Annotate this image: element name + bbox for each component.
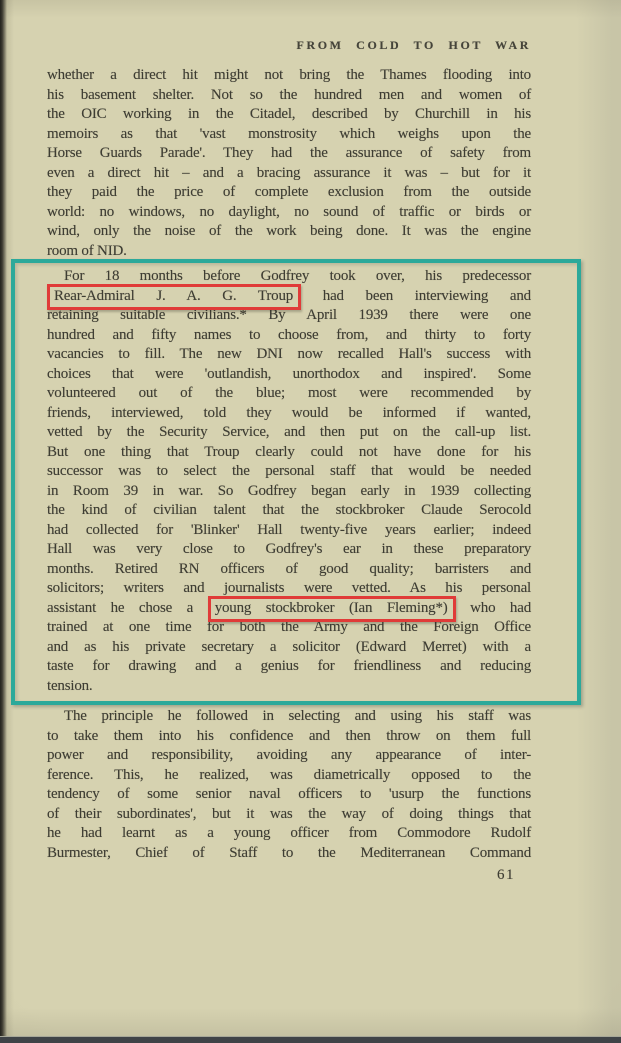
text-segment: his basement shelter. Not so the hundred men and women of xyxy=(47,86,531,103)
text-segment: and as his private secretary a solicitor (Edward Merret) with a xyxy=(47,638,531,655)
text-line xyxy=(47,844,531,864)
text-line xyxy=(47,657,531,677)
page-number: 61 xyxy=(497,867,515,883)
text-line xyxy=(47,766,531,786)
text-segment: Horse Guards Parade'. They had the assurance of safety from xyxy=(47,145,531,161)
text-line xyxy=(47,345,531,365)
text-segment: friends, interviewed, told they would be informed if wanted, xyxy=(47,404,531,421)
text-segment: had been interviewing and xyxy=(301,287,531,304)
text-segment: tendency of some senior naval officers to 'usurp the functions xyxy=(47,786,531,802)
paragraph xyxy=(47,707,531,863)
page-text xyxy=(47,66,531,863)
text-segment: they paid the price of complete exclusion from the outside xyxy=(47,184,531,200)
text-line xyxy=(47,805,531,825)
text-segment: had collected for 'Blinker' Hall twenty-five years earlier; indeed xyxy=(47,521,531,538)
text-segment: to take them into his confidence and then throw on them full xyxy=(47,727,531,744)
red-box-ian-fleming: young stockbroker (Ian Fleming*) xyxy=(208,596,456,622)
bottom-edge-bar xyxy=(0,1036,621,1043)
text-line xyxy=(47,707,531,727)
text-segment: whether a direct hit might not bring the Thames flooding into xyxy=(47,67,531,83)
text-line xyxy=(47,599,531,619)
text-line xyxy=(47,287,531,307)
text-line xyxy=(47,638,531,658)
text-segment: ference. This, he realized, was diametrically opposed to the xyxy=(47,766,531,783)
text-line xyxy=(47,86,531,106)
text-segment: vetted by the Security Service, and then put on the call-up list. xyxy=(47,424,531,440)
text-segment: even a direct hit – and a bracing assurance it was – but for it xyxy=(47,164,531,181)
text-line xyxy=(47,222,531,242)
text-segment: months. Retired RN officers of good quality; barristers and xyxy=(47,560,531,577)
text-segment: hundred and fifty names to choose from, and thirty to forty xyxy=(47,326,531,343)
text-line xyxy=(47,164,531,184)
text-segment: tension. xyxy=(47,677,93,694)
text-line xyxy=(47,560,531,580)
text-line xyxy=(47,501,531,521)
text-line xyxy=(47,144,531,164)
text-line xyxy=(47,384,531,404)
text-line xyxy=(47,183,531,203)
text-line xyxy=(47,746,531,766)
text-segment: assistant he chose a xyxy=(47,599,208,616)
text-line xyxy=(47,824,531,844)
text-segment: vacancies to fill. The new DNI now recalled Hall's success with xyxy=(47,346,531,362)
text-line xyxy=(47,105,531,125)
text-segment: retaining suitable civilians.* By April 1939 there were one xyxy=(47,307,531,323)
text-segment: Hall was very close to Godfrey's ear in these preparatory xyxy=(47,541,531,557)
text-segment: of their subordinates', but it was the way of doing things that xyxy=(47,805,531,822)
text-segment: taste for drawing and a genius for friendliness and reducing xyxy=(47,658,531,674)
text-segment: solicitors; writers and journalists were vetted. As his personal xyxy=(47,580,531,596)
page-left-edge-shadow xyxy=(0,0,7,1043)
text-segment: room of NID. xyxy=(47,242,127,259)
text-segment: choices that were 'outlandish, unorthodox and inspired'. Some xyxy=(47,365,531,382)
text-line xyxy=(47,677,531,697)
text-line xyxy=(47,125,531,145)
text-segment: volunteered out of the blue; most were recommended by xyxy=(47,385,531,401)
text-segment: the kind of civilian talent that the stockbroker Claude Serocold xyxy=(47,502,531,518)
text-segment: Burmester, Chief of Staff to the Mediterranean Command xyxy=(47,844,531,861)
paragraph xyxy=(47,66,531,261)
text-line xyxy=(47,727,531,747)
text-line xyxy=(47,242,531,262)
text-line xyxy=(47,482,531,502)
text-line xyxy=(47,326,531,346)
text-line xyxy=(47,203,531,223)
text-segment: in Room 39 in war. So Godfrey began early in 1939 collecting xyxy=(47,482,531,499)
text-segment: the OIC working in the Citadel, described by Churchill in his xyxy=(47,106,531,122)
text-line xyxy=(47,785,531,805)
text-segment: For 18 months before Godfrey took over, his predecessor xyxy=(64,268,531,284)
text-segment: who had xyxy=(455,599,531,616)
text-segment: successor was to select the personal staff that would be needed xyxy=(47,463,531,479)
paragraph xyxy=(47,267,531,696)
text-segment: world: no windows, no daylight, no sound of traffic or birds or xyxy=(47,203,531,220)
text-line xyxy=(47,423,531,443)
text-segment: memoirs as that 'vast monstrosity which weighs upon the xyxy=(47,125,531,142)
text-segment: trained at one time for both the Army and the Foreign Office xyxy=(47,619,531,635)
text-segment: wind, only the noise of the work being done. It was the engine xyxy=(47,223,531,239)
text-line xyxy=(47,521,531,541)
text-segment: he had learnt as a young officer from Commodore Rudolf xyxy=(47,825,531,841)
text-line xyxy=(47,365,531,385)
text-segment: power and responsibility, avoiding any appearance of inter- xyxy=(47,747,531,763)
text-line xyxy=(47,66,531,86)
text-segment: The principle he followed in selecting and using his staff was xyxy=(64,708,531,724)
running-header: FROM COLD TO HOT WAR xyxy=(296,38,531,52)
text-line xyxy=(47,443,531,463)
red-box-rear-admiral-troup: Rear-Admiral J. A. G. Troup xyxy=(47,284,301,310)
text-line xyxy=(47,540,531,560)
text-segment: But one thing that Troup clearly could not have done for his xyxy=(47,443,531,460)
text-line xyxy=(47,462,531,482)
text-line xyxy=(47,404,531,424)
